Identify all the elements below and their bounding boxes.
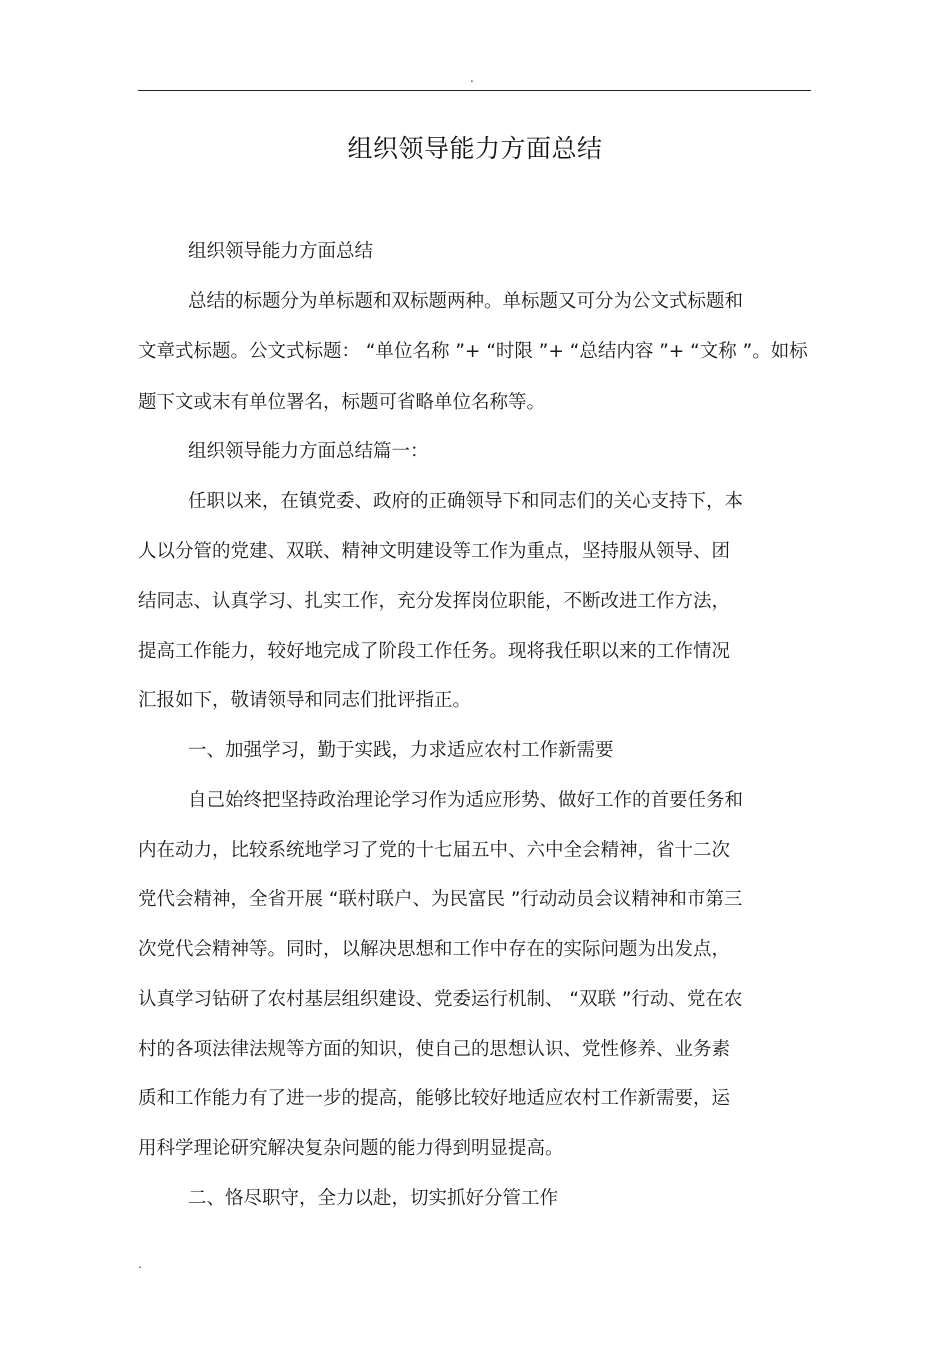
paragraph-line: 文章式标题。公文式标题： “单位名称 ”+ “时限 ”+ “总结内容 ”+ “文称 ”。如标 bbox=[138, 341, 808, 362]
paragraph-line: 党代会精神，全省开展 “联村联户、为民富民 ”行动动员会议精神和市第三 bbox=[138, 889, 743, 910]
subtitle-line: 组织领导能力方面总结 bbox=[188, 241, 374, 262]
paragraph-line: 用科学理论研究解决复杂问题的能力得到明显提高。 bbox=[138, 1138, 564, 1159]
document-title: 组织领导能力方面总结 bbox=[347, 134, 603, 163]
paragraph-line: 题下文或末有单位署名，标题可省略单位名称等。 bbox=[138, 392, 546, 413]
paragraph-line: 自己始终把坚持政治理论学习作为适应形势、做好工作的首要任务和 bbox=[188, 790, 744, 811]
paragraph-line: 人以分管的党建、双联、精神文明建设等工作为重点，坚持服从领导、团 bbox=[138, 541, 731, 562]
paragraph-line: 次党代会精神等。同时，以解决思想和工作中存在的实际问题为出发点， bbox=[138, 939, 731, 960]
paragraph-line: 汇报如下，敬请领导和同志们批评指正。 bbox=[138, 690, 472, 711]
paragraph-line: 认真学习钻研了农村基层组织建设、党委运行机制、 “双联 ”行动、党在农 bbox=[138, 989, 743, 1010]
header-dot: . bbox=[470, 71, 474, 85]
section-heading: 二、恪尽职守，全力以赴，切实抓好分管工作 bbox=[188, 1188, 559, 1209]
header-rule bbox=[138, 90, 811, 91]
section-heading: 一、加强学习，勤于实践，力求适应农村工作新需要 bbox=[188, 740, 614, 761]
paragraph-line: 结同志、认真学习、扎实工作，充分发挥岗位职能，不断改进工作方法， bbox=[138, 591, 731, 612]
paragraph-line: 质和工作能力有了进一步的提高，能够比较好地适应农村工作新需要，运 bbox=[138, 1088, 731, 1109]
paragraph-line: 任职以来，在镇党委、政府的正确领导下和同志们的关心支持下，本 bbox=[188, 491, 744, 512]
section-heading: 组织领导能力方面总结篇一： bbox=[188, 441, 429, 462]
paragraph-line: 提高工作能力，较好地完成了阶段工作任务。现将我任职以来的工作情况 bbox=[138, 641, 731, 662]
paragraph-line: 总结的标题分为单标题和双标题两种。单标题又可分为公文式标题和 bbox=[188, 291, 744, 312]
paragraph-line: 内在动力，比较系统地学习了党的十七届五中、六中全会精神，省十二次 bbox=[138, 840, 731, 861]
paragraph-line: 村的各项法律法规等方面的知识，使自己的思想认识、党性修养、业务素 bbox=[138, 1039, 731, 1060]
footer-dot: . bbox=[138, 1257, 142, 1271]
